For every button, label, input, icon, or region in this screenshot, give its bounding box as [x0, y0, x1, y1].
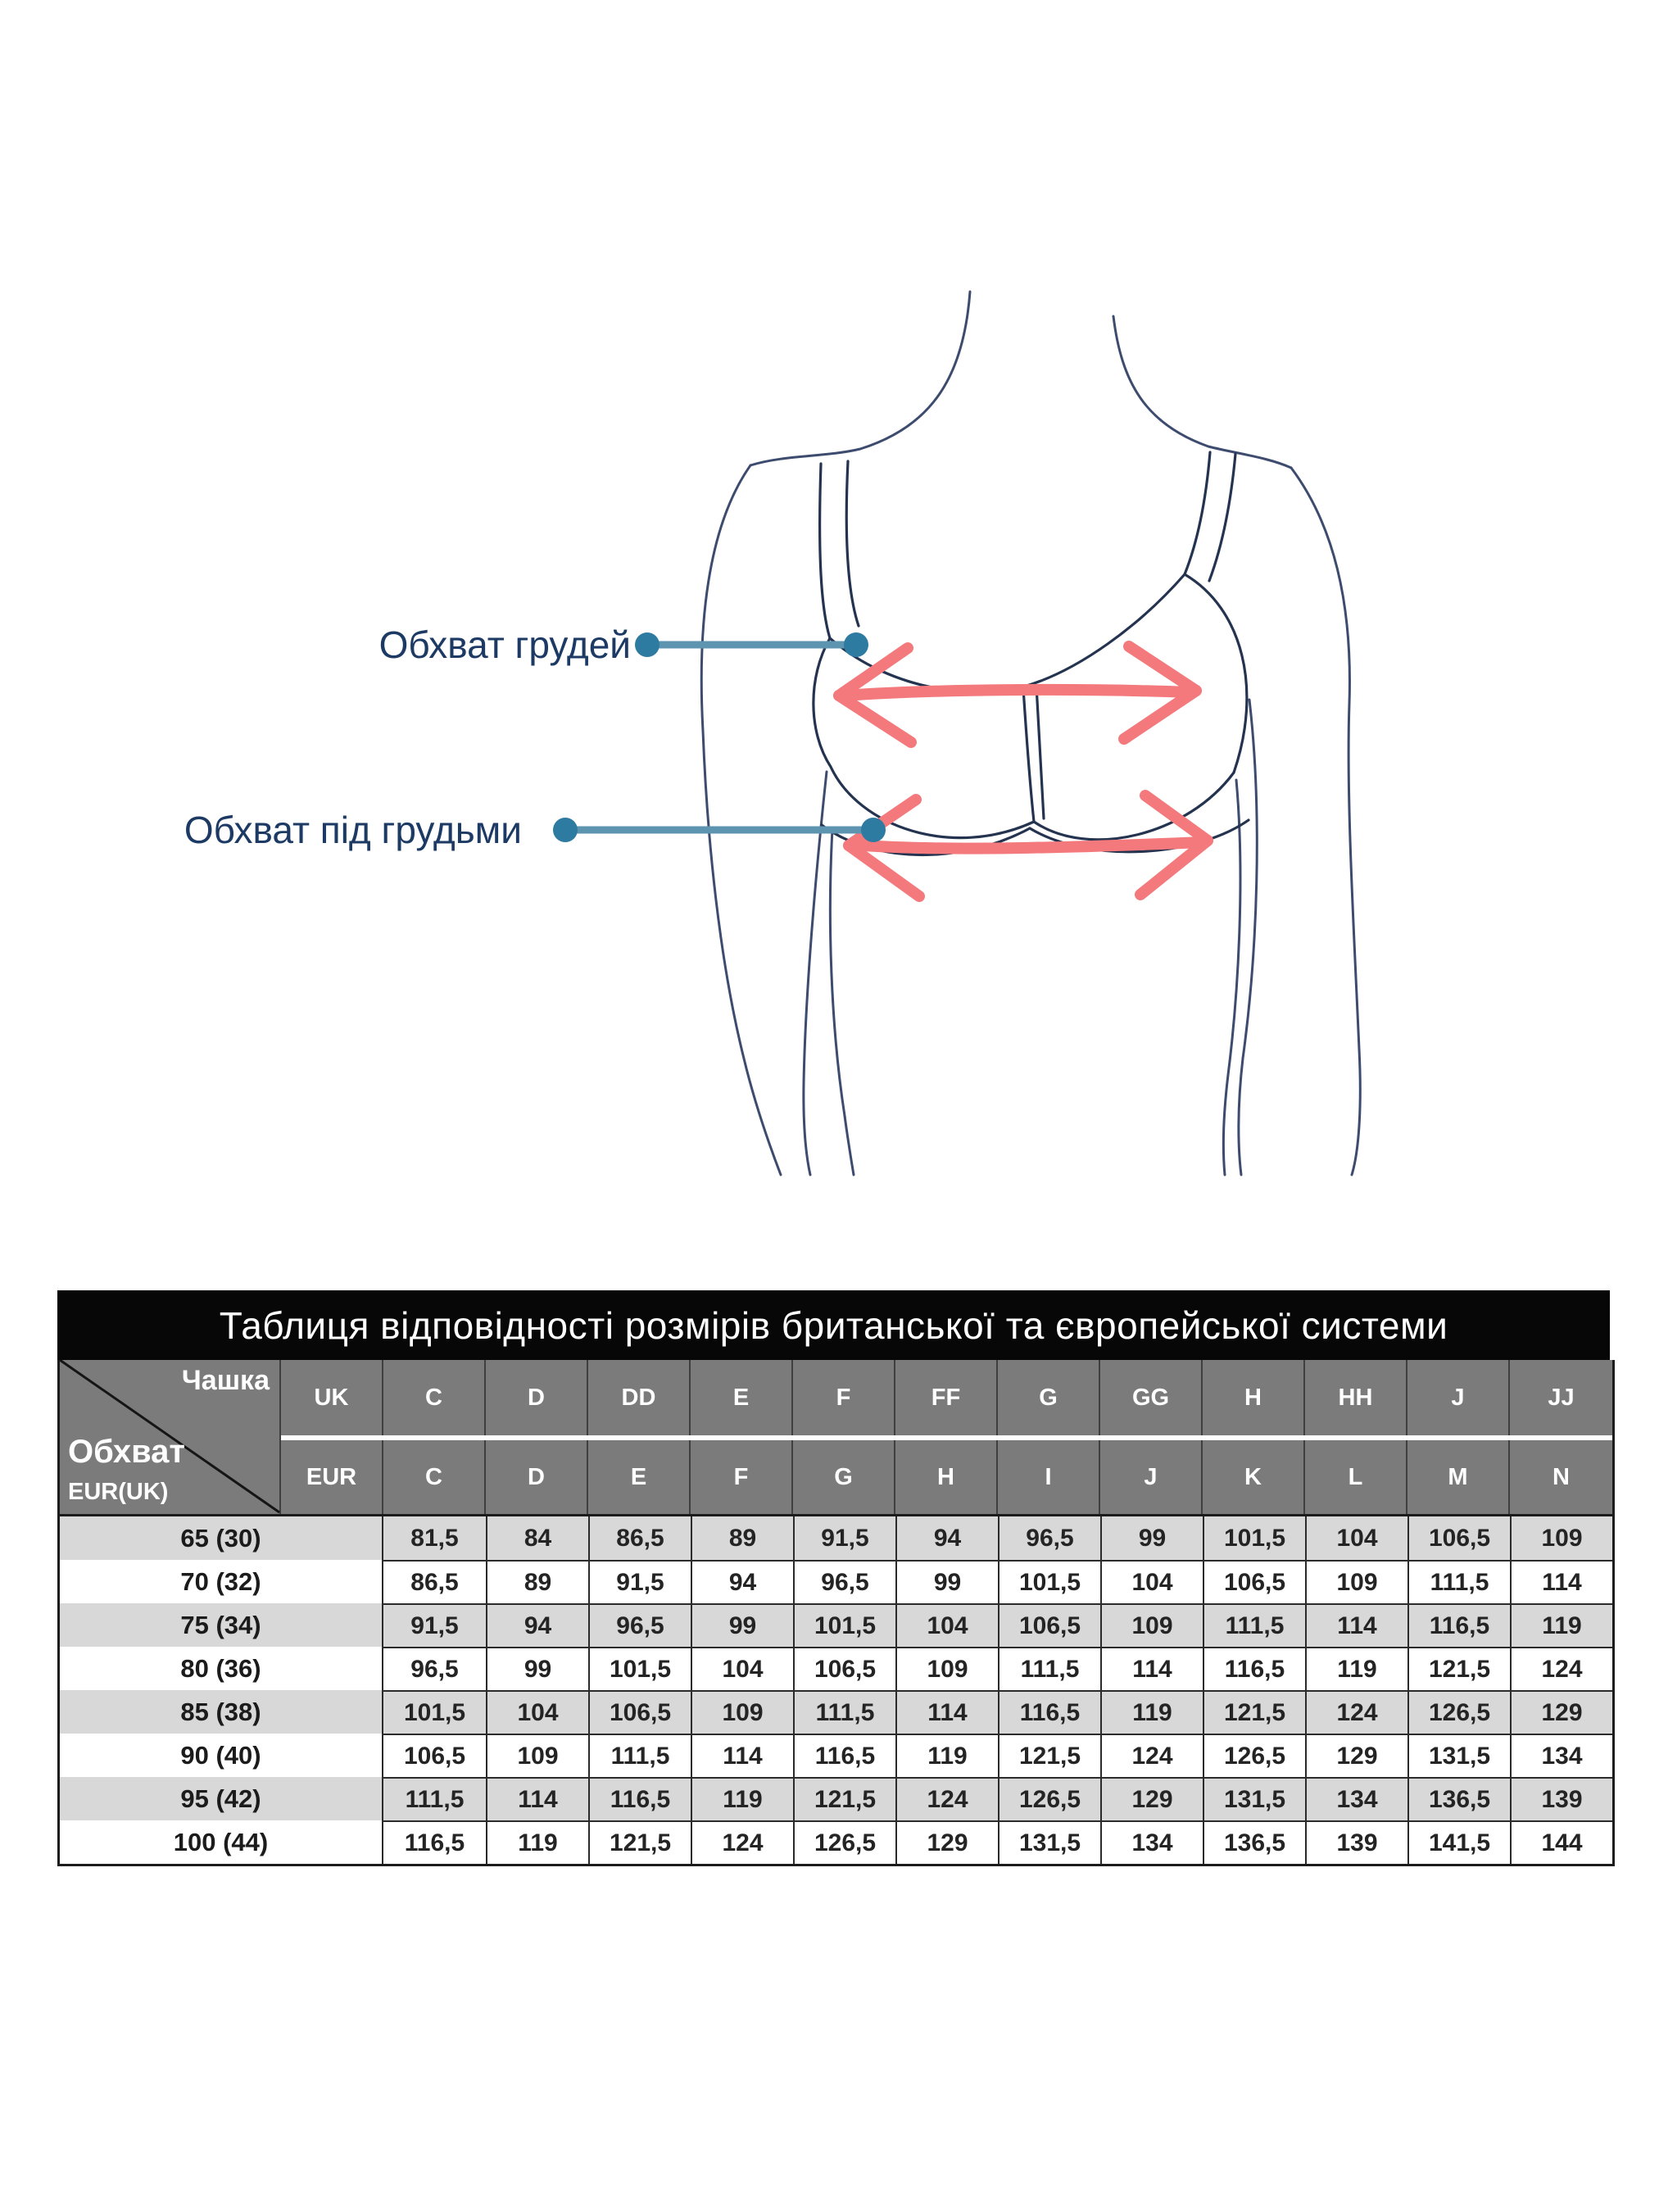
value-cell: 104 [691, 1647, 793, 1690]
value-cell: 99 [691, 1603, 793, 1647]
value-cell: 116,5 [383, 1820, 486, 1864]
value-cell: 94 [895, 1516, 998, 1560]
uk-cup-cell: JJ [1510, 1360, 1612, 1435]
value-cell: 134 [1305, 1777, 1407, 1820]
uk-cup-cell: DD [588, 1360, 691, 1435]
value-cell: 116,5 [998, 1690, 1100, 1734]
value-cell: 89 [691, 1516, 793, 1560]
uk-cups-cells [383, 1360, 1612, 1435]
value-cell: 109 [486, 1734, 588, 1777]
uk-cup-cell: FF [895, 1360, 998, 1435]
value-cell: 109 [1510, 1516, 1612, 1560]
value-cell: 96,5 [793, 1560, 895, 1603]
value-cell: 106,5 [1407, 1516, 1510, 1560]
value-cell: 86,5 [588, 1516, 691, 1560]
uk-cup-cell: D [486, 1360, 588, 1435]
value-cell: 119 [1305, 1647, 1407, 1690]
uk-cup-cell: GG [1100, 1360, 1203, 1435]
value-cell: 126,5 [998, 1777, 1100, 1820]
value-cell: 114 [691, 1734, 793, 1777]
girth-header-label: Обхват EUR(UK) [68, 1434, 185, 1505]
value-cell: 124 [1305, 1690, 1407, 1734]
uk-cup-cell: C [383, 1360, 486, 1435]
eur-cups-cells [383, 1440, 1612, 1514]
underbust-label: Обхват під грудьми [184, 809, 522, 851]
table-row [60, 1516, 1612, 1560]
table-header [60, 1360, 1612, 1514]
uk-cup-cell: H [1203, 1360, 1305, 1435]
table-frame [57, 1360, 1615, 1866]
value-cell: 119 [691, 1777, 793, 1820]
eur-cup-cell: I [998, 1440, 1100, 1514]
uk-cup-cell: HH [1305, 1360, 1407, 1435]
uk-system-cell: UK [281, 1360, 383, 1435]
value-cell: 121,5 [588, 1820, 691, 1864]
value-cell: 96,5 [383, 1647, 486, 1690]
uk-cup-cell: E [691, 1360, 793, 1435]
value-cell: 136,5 [1407, 1777, 1510, 1820]
value-cell: 116,5 [1203, 1647, 1305, 1690]
value-cell: 91,5 [383, 1603, 486, 1647]
uk-cup-cell: F [793, 1360, 895, 1435]
value-cell: 101,5 [998, 1560, 1100, 1603]
eur-cup-cell: N [1510, 1440, 1612, 1514]
eur-cup-cell: H [895, 1440, 998, 1514]
value-cell: 119 [486, 1820, 588, 1864]
eur-cup-cell: D [486, 1440, 588, 1514]
value-cell: 91,5 [588, 1560, 691, 1603]
row-label-cell: 85 (38) [60, 1690, 383, 1734]
value-cell: 134 [1100, 1820, 1203, 1864]
value-cell: 126,5 [1407, 1690, 1510, 1734]
value-cell: 99 [486, 1647, 588, 1690]
value-cell: 139 [1305, 1820, 1407, 1864]
value-cell: 119 [1100, 1690, 1203, 1734]
value-cell: 139 [1510, 1777, 1612, 1820]
eur-cup-cell: M [1407, 1440, 1510, 1514]
value-cell: 81,5 [410, 1524, 459, 1552]
value-cell: 109 [1305, 1560, 1407, 1603]
row-label-cell: 75 (34) [60, 1603, 383, 1647]
value-cell: 111,5 [588, 1734, 691, 1777]
row-label-cell: 70 (32) [60, 1560, 383, 1603]
value-cell: 124 [1100, 1734, 1203, 1777]
table-row [60, 1690, 1612, 1734]
eur-cup-cell: E [588, 1440, 691, 1514]
value-cell: 104 [1305, 1516, 1407, 1560]
value-cell: 106,5 [588, 1690, 691, 1734]
table-row [60, 1560, 1612, 1603]
value-cell: 114 [1510, 1560, 1612, 1603]
value-cell: 131,5 [998, 1820, 1100, 1864]
underbust-arrow [849, 796, 1208, 896]
value-cell: 106,5 [998, 1603, 1100, 1647]
value-cell: 101,5 [1203, 1516, 1305, 1560]
value-cell: 124 [895, 1777, 998, 1820]
value-cell: 129 [1510, 1690, 1612, 1734]
value-cell: 101,5 [793, 1603, 895, 1647]
value-cell: 131,5 [1203, 1777, 1305, 1820]
value-cell: 144 [1510, 1820, 1612, 1864]
row-label-cell: 90 (40) [60, 1734, 383, 1777]
eur-cup-cell: G [793, 1440, 895, 1514]
value-cell: 111,5 [1407, 1560, 1510, 1603]
value-cell: 99 [895, 1560, 998, 1603]
uk-row [281, 1360, 1612, 1435]
value-cell: 106,5 [383, 1734, 486, 1777]
eur-row [281, 1440, 1612, 1514]
table-row [60, 1647, 1612, 1690]
table-row [60, 1603, 1612, 1647]
bust-connector [635, 632, 868, 657]
value-cell: 124 [1510, 1647, 1612, 1690]
value-cell: 126,5 [1203, 1734, 1305, 1777]
header-cups-block [281, 1360, 1612, 1514]
value-cell: 116,5 [588, 1777, 691, 1820]
value-cell: 124 [691, 1820, 793, 1864]
row-label-cell: 100 (44) [60, 1820, 383, 1864]
value-cell: 86,5 [383, 1560, 486, 1603]
value-cell: 134 [1510, 1734, 1612, 1777]
bust-arrow [839, 646, 1196, 742]
value-cell: 91,5 [793, 1516, 895, 1560]
value-cell: 104 [895, 1603, 998, 1647]
value-cell: 109 [895, 1647, 998, 1690]
value-cell: 126,5 [793, 1820, 895, 1864]
value-cell: 106,5 [1203, 1560, 1305, 1603]
size-table [57, 1290, 1610, 1866]
eur-cup-cell: C [383, 1440, 486, 1514]
value-cell: 121,5 [1407, 1647, 1510, 1690]
value-cell: 104 [1100, 1560, 1203, 1603]
value-cell: 94 [691, 1560, 793, 1603]
eur-cup-cell: K [1203, 1440, 1305, 1514]
value-cell: 89 [486, 1560, 588, 1603]
row-label-cell: 65 (30) [60, 1516, 383, 1560]
uk-cup-cell: G [998, 1360, 1100, 1435]
value-cell: 109 [691, 1690, 793, 1734]
table-row [60, 1777, 1612, 1820]
table-title: Таблиця відповідності розмірів британської та європейської системи [57, 1290, 1610, 1360]
value-cell: 114 [486, 1777, 588, 1820]
value-cell: 111,5 [383, 1777, 486, 1820]
eur-cup-cell: J [1100, 1440, 1203, 1514]
value-cell: 114 [1305, 1603, 1407, 1647]
value-cell: 116,5 [1407, 1603, 1510, 1647]
value-cell: 101,5 [588, 1647, 691, 1690]
header-corner-cell [60, 1360, 281, 1514]
value-cell: 119 [1510, 1603, 1612, 1647]
bust-label: Обхват грудей [378, 623, 631, 666]
eur-cup-cell: F [691, 1440, 793, 1514]
value-cell: 111,5 [998, 1647, 1100, 1690]
size-table-body [60, 1514, 1612, 1864]
value-cell: 99 [1100, 1516, 1203, 1560]
value-cell: 129 [1100, 1777, 1203, 1820]
value-cell: 109 [1100, 1603, 1203, 1647]
eur-system-cell: EUR [281, 1440, 383, 1514]
body-outline [701, 292, 1360, 1175]
underbust-connector [553, 818, 886, 842]
value-cell: 121,5 [998, 1734, 1100, 1777]
value-cell: 114 [1100, 1647, 1203, 1690]
eur-cup-cell: L [1305, 1440, 1407, 1514]
value-cell: 114 [895, 1690, 998, 1734]
row-label-cell: 95 (42) [60, 1777, 383, 1820]
value-cell: 121,5 [793, 1777, 895, 1820]
value-cell: 136,5 [1203, 1820, 1305, 1864]
value-cell: 101,5 [383, 1690, 486, 1734]
value-cell: 129 [1305, 1734, 1407, 1777]
value-cell: 104 [486, 1690, 588, 1734]
table-row [60, 1820, 1612, 1864]
value-cell: 116,5 [793, 1734, 895, 1777]
value-cell: 111,5 [1203, 1603, 1305, 1647]
row-label-cell: 80 (36) [60, 1647, 383, 1690]
bra-outline [814, 452, 1249, 855]
value-cell: 131,5 [1407, 1734, 1510, 1777]
uk-cup-cell: J [1407, 1360, 1510, 1435]
value-cell: 141,5 [1407, 1820, 1510, 1864]
value-cell: 96,5 [998, 1516, 1100, 1560]
value-cell: 111,5 [793, 1690, 895, 1734]
value-cell: 94 [486, 1603, 588, 1647]
value-cell: 96,5 [588, 1603, 691, 1647]
value-cell: 121,5 [1203, 1690, 1305, 1734]
value-cell: 129 [895, 1820, 998, 1864]
value-cell: 84 [486, 1516, 588, 1560]
cup-header-label: Чашка [181, 1365, 270, 1396]
table-row [60, 1734, 1612, 1777]
value-cell: 106,5 [793, 1647, 895, 1690]
value-cell: 119 [895, 1734, 998, 1777]
